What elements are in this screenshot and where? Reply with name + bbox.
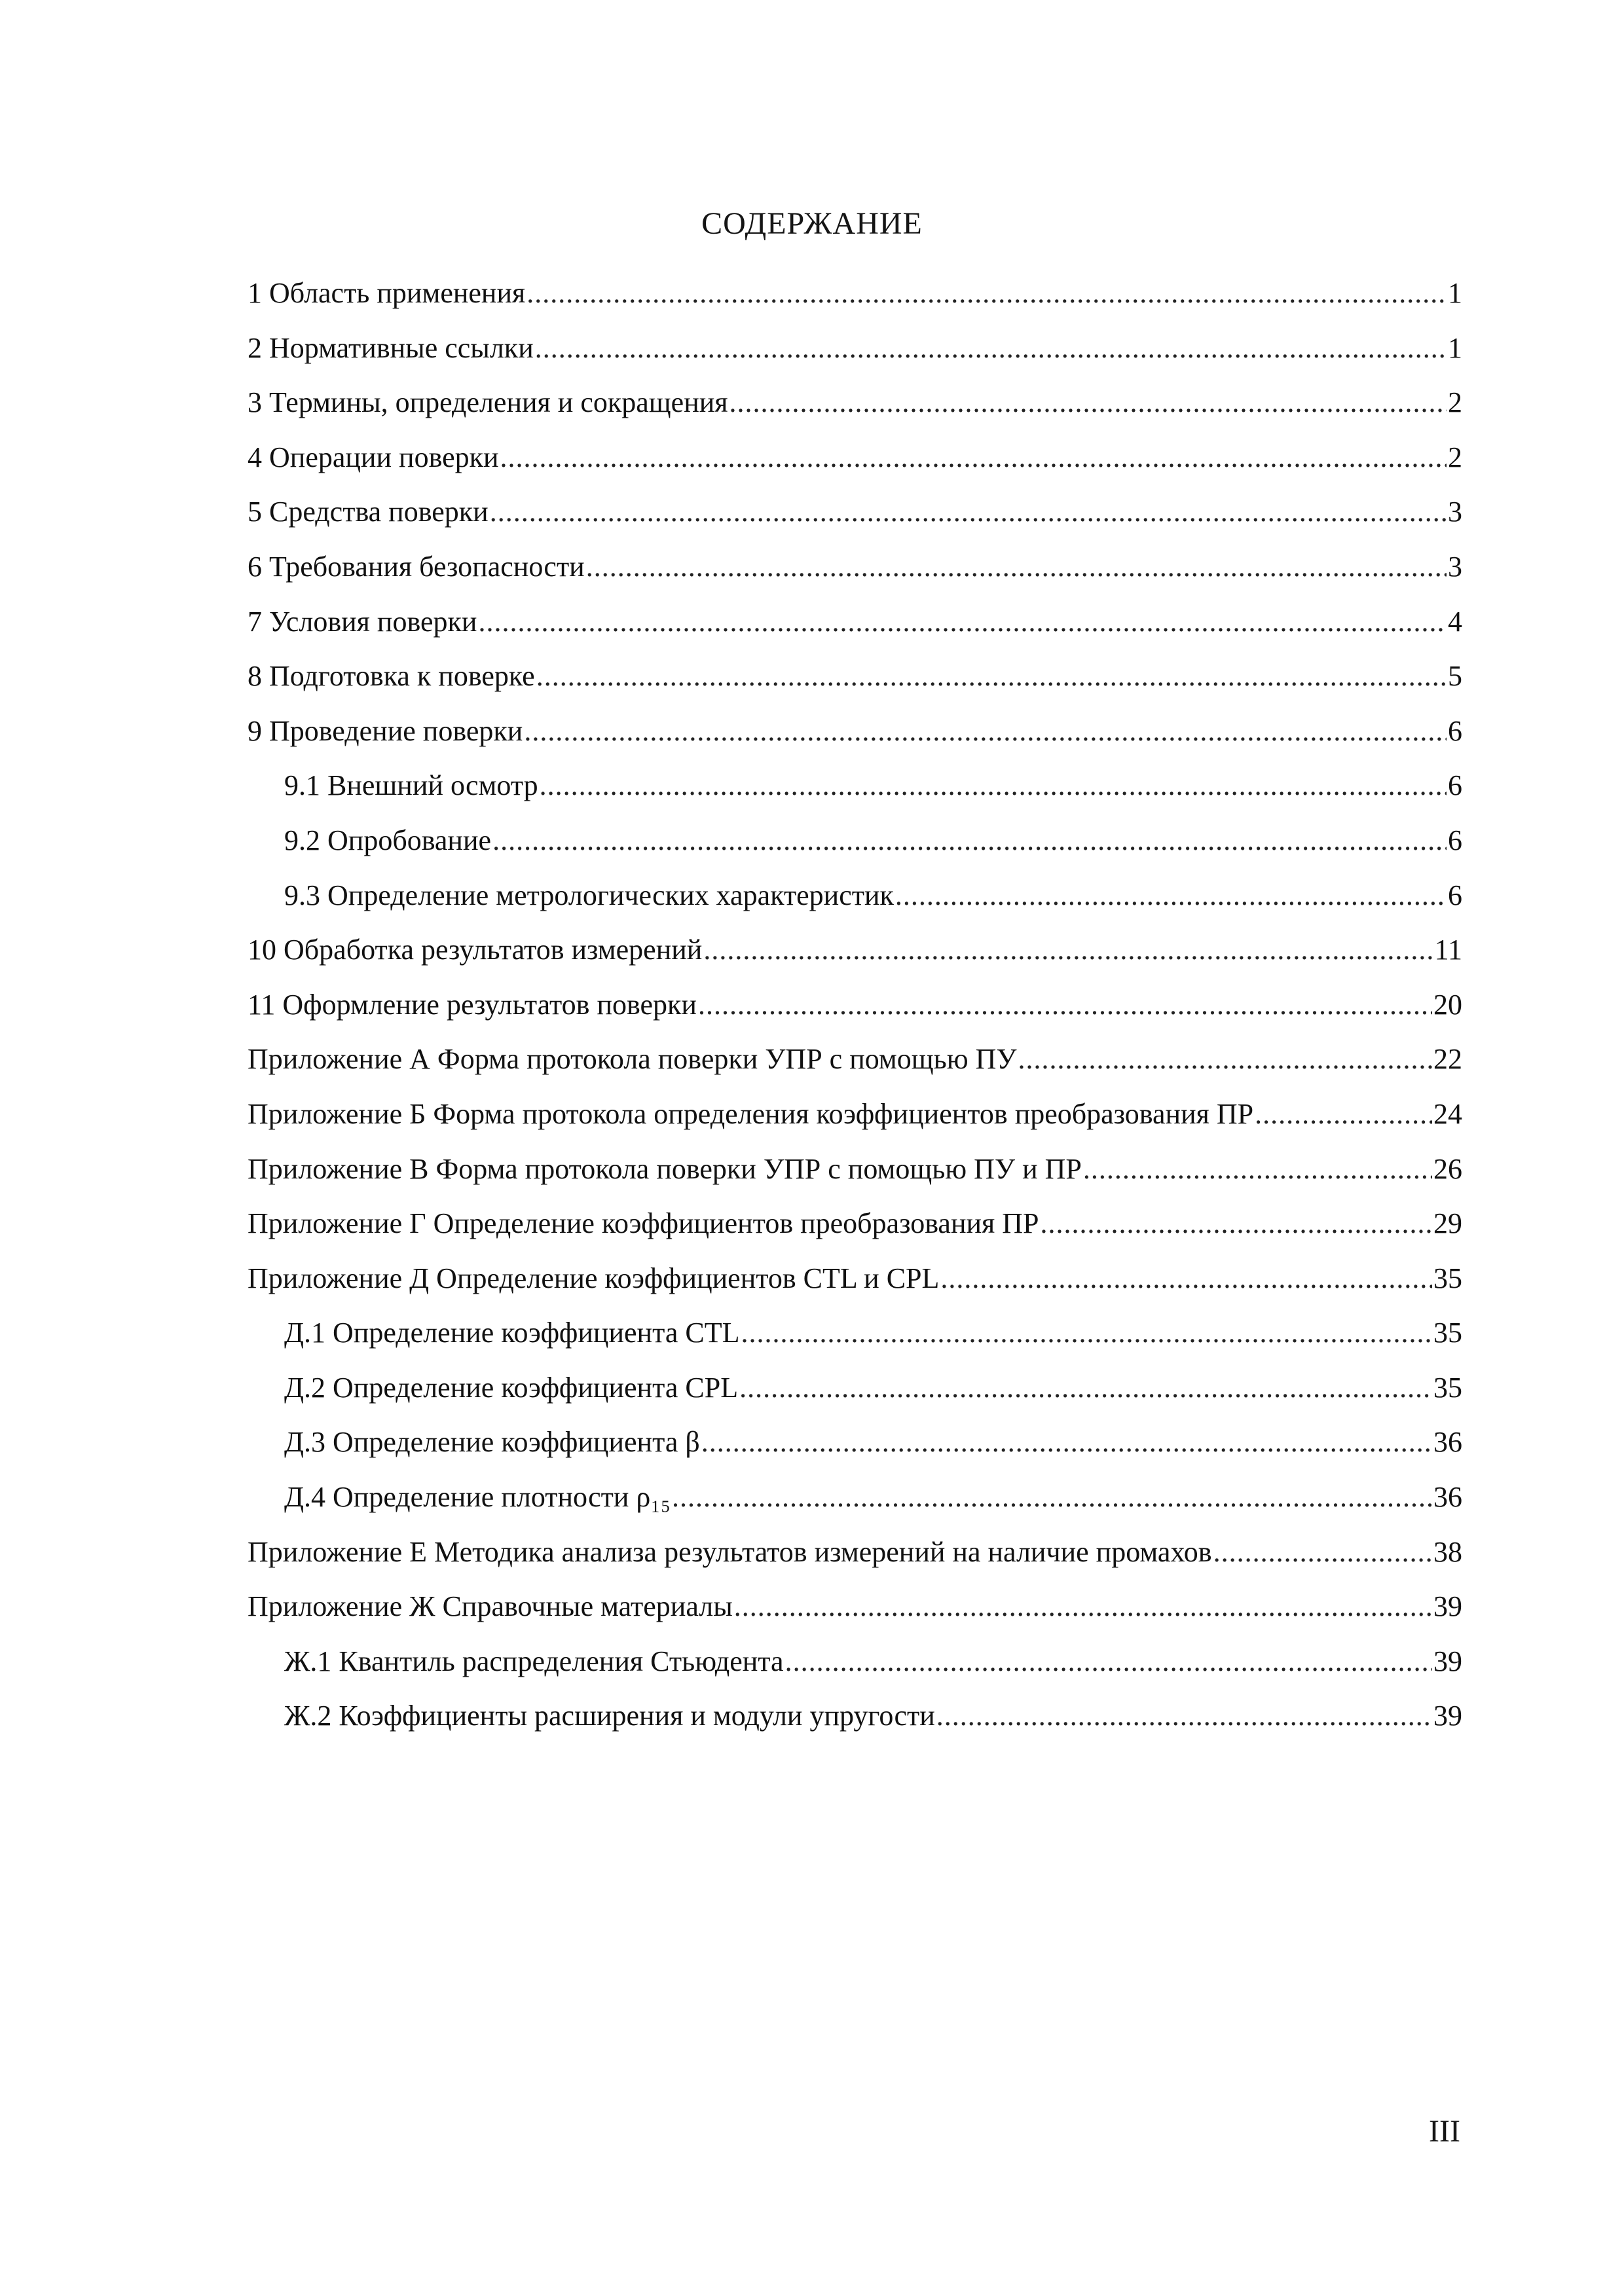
toc-entry-label: 11 Оформление результатов поверки — [248, 988, 697, 1021]
toc-entry-page: 11 — [1434, 934, 1462, 966]
toc-dot-leader — [895, 876, 1447, 915]
toc-entry-page: 24 — [1433, 1097, 1462, 1130]
toc-dot-leader — [936, 1696, 1432, 1736]
toc-entry-page: 1 — [1448, 277, 1462, 309]
toc-dot-leader — [672, 1478, 1432, 1517]
toc-entry[interactable] — [248, 712, 1462, 767]
toc-entry[interactable] — [248, 1642, 1462, 1697]
toc-entry-page: 39 — [1433, 1590, 1462, 1623]
toc-dot-leader — [1255, 1095, 1432, 1134]
toc-entry-page: 3 — [1448, 496, 1462, 528]
toc-entry-label: 5 Средства поверки — [248, 496, 489, 528]
toc-entry[interactable] — [248, 1587, 1462, 1642]
toc-entry-page: 20 — [1433, 988, 1462, 1021]
toc-entry-page: 6 — [1448, 879, 1462, 911]
toc-entry-page: 26 — [1433, 1152, 1462, 1185]
toc-dot-leader — [492, 821, 1447, 860]
toc-entry-label: 4 Операции поверки — [248, 441, 499, 473]
toc-entry-page: 35 — [1433, 1371, 1462, 1404]
toc-entry-label: Приложение Г Определение коэффициентов преобразования ПР — [248, 1207, 1039, 1240]
toc-entry-label: 2 Нормативные ссылки — [248, 331, 534, 364]
toc-entry-page: 35 — [1433, 1262, 1462, 1294]
toc-entry-page: 6 — [1448, 714, 1462, 747]
toc-entry[interactable] — [248, 1533, 1462, 1588]
page-title: СОДЕРЖАНИЕ — [701, 206, 923, 241]
toc-entry-label: 9.1 Внешний осмотр — [284, 769, 538, 802]
toc-dot-leader — [1041, 1204, 1432, 1243]
toc-entry[interactable] — [248, 547, 1462, 602]
toc-entry[interactable] — [248, 1204, 1462, 1259]
table-of-contents — [248, 274, 1462, 1751]
toc-entry[interactable] — [248, 1150, 1462, 1205]
toc-entry[interactable] — [248, 1259, 1462, 1314]
toc-entry-label: 8 Подготовка к поверке — [248, 660, 535, 693]
toc-entry-label: 9.3 Определение метрологических характеристик — [284, 879, 894, 911]
toc-dot-leader — [490, 492, 1447, 532]
toc-entry-label: Д.2 Определение коэффициента CPL — [284, 1371, 739, 1404]
toc-entry-label: 3 Термины, определения и сокращения — [248, 386, 728, 419]
toc-entry[interactable] — [248, 1696, 1462, 1751]
toc-dot-leader — [940, 1259, 1432, 1298]
toc-entry[interactable] — [248, 1478, 1462, 1533]
toc-entry-page: 29 — [1433, 1207, 1462, 1240]
toc-entry-label: Ж.2 Коэффициенты расширения и модули упругости — [284, 1700, 935, 1732]
toc-entry-label: 9.2 Опробование — [284, 824, 492, 856]
toc-entry[interactable] — [248, 602, 1462, 657]
toc-entry-page: 39 — [1433, 1700, 1462, 1732]
toc-dot-leader — [586, 547, 1447, 587]
toc-dot-leader — [1213, 1533, 1432, 1572]
toc-entry-page: 22 — [1433, 1043, 1462, 1076]
toc-dot-leader — [526, 274, 1447, 313]
toc-entry[interactable] — [248, 985, 1462, 1040]
toc-entry-page: 36 — [1433, 1481, 1462, 1514]
toc-dot-leader — [524, 712, 1447, 751]
toc-entry-label: Приложение Д Определение коэффициентов CTL и CPL — [248, 1262, 940, 1294]
toc-entry[interactable] — [248, 383, 1462, 438]
toc-dot-leader — [739, 1368, 1432, 1408]
toc-dot-leader — [703, 930, 1433, 970]
toc-entry-page: 5 — [1448, 660, 1462, 693]
toc-entry-page: 2 — [1448, 386, 1462, 419]
toc-entry-label: Приложение Б Форма протокола определения коэффициентов преобразования ПР — [248, 1097, 1254, 1130]
toc-entry-page: 6 — [1448, 769, 1462, 802]
toc-entry-label: Ж.1 Квантиль распределения Стьюдента — [284, 1645, 784, 1677]
toc-dot-leader — [536, 657, 1447, 696]
toc-entry-page: 4 — [1448, 605, 1462, 638]
toc-entry-label: Д.1 Определение коэффициента CTL — [284, 1317, 740, 1349]
toc-entry[interactable] — [248, 1423, 1462, 1478]
toc-entry-label: Приложение Е Методика анализа результатов измерений на наличие промахов — [248, 1535, 1212, 1568]
toc-dot-leader — [701, 1423, 1432, 1462]
toc-entry-page: 3 — [1448, 550, 1462, 583]
toc-entry[interactable] — [248, 1095, 1462, 1150]
toc-entry-label: Д.4 Определение плотности ρ₁₅ — [284, 1481, 671, 1514]
toc-entry-page: 36 — [1433, 1426, 1462, 1459]
toc-dot-leader — [500, 438, 1447, 477]
toc-dot-leader — [540, 766, 1447, 805]
toc-dot-leader — [785, 1642, 1432, 1681]
toc-entry[interactable] — [248, 876, 1462, 931]
toc-entry[interactable] — [248, 329, 1462, 384]
toc-entry-page: 6 — [1448, 824, 1462, 856]
toc-entry-page: 38 — [1433, 1535, 1462, 1568]
toc-entry-label: Приложение Ж Справочные материалы — [248, 1590, 733, 1623]
toc-entry-page: 1 — [1448, 331, 1462, 364]
toc-entry-label: 1 Область применения — [248, 277, 526, 309]
toc-dot-leader — [698, 985, 1432, 1025]
toc-dot-leader — [741, 1313, 1433, 1353]
toc-entry[interactable] — [248, 438, 1462, 493]
toc-entry[interactable] — [248, 657, 1462, 712]
toc-entry[interactable] — [248, 274, 1462, 329]
toc-entry[interactable] — [248, 766, 1462, 821]
toc-dot-leader — [1083, 1150, 1432, 1189]
toc-entry-page: 39 — [1433, 1645, 1462, 1677]
toc-entry-page: 2 — [1448, 441, 1462, 473]
toc-entry-label: 9 Проведение поверки — [248, 714, 523, 747]
toc-dot-leader — [478, 602, 1447, 642]
toc-entry-label: 10 Обработка результатов измерений — [248, 934, 703, 966]
toc-dot-leader — [1018, 1040, 1432, 1079]
toc-dot-leader — [535, 329, 1447, 368]
toc-dot-leader — [729, 383, 1447, 422]
toc-entry[interactable] — [248, 492, 1462, 547]
page-number: III — [1429, 2114, 1460, 2149]
toc-entry-label: 6 Требования безопасности — [248, 550, 585, 583]
toc-dot-leader — [734, 1587, 1432, 1626]
toc-entry[interactable] — [248, 821, 1462, 876]
toc-entry-label: Приложение А Форма протокола поверки УПР с помощью ПУ — [248, 1043, 1017, 1076]
toc-entry-label: Д.3 Определение коэффициента β — [284, 1426, 700, 1459]
toc-entry[interactable] — [248, 930, 1462, 985]
toc-entry-page: 35 — [1433, 1317, 1462, 1349]
toc-entry[interactable] — [248, 1313, 1462, 1368]
toc-entry-label: 7 Условия поверки — [248, 605, 477, 638]
toc-entry[interactable] — [248, 1040, 1462, 1095]
toc-entry[interactable] — [248, 1368, 1462, 1423]
toc-entry-label: Приложение В Форма протокола поверки УПР с помощью ПУ и ПР — [248, 1152, 1082, 1185]
